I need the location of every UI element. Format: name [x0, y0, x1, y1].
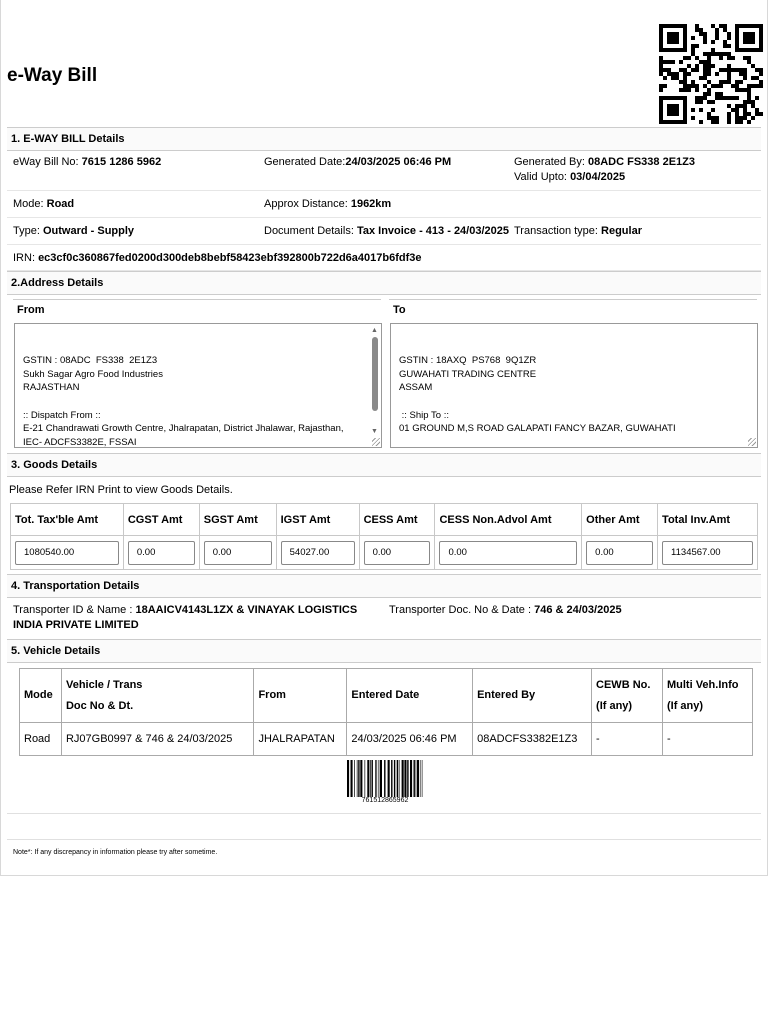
vehicle-header: Mode	[20, 669, 62, 723]
vehicle-header: From	[254, 669, 347, 723]
supply-type: Type: Outward - Supply	[13, 225, 135, 237]
goods-value-row	[11, 536, 758, 570]
scroll-thumb[interactable]	[372, 337, 378, 411]
resize-grip-icon[interactable]	[372, 438, 380, 446]
ewb-row-4	[7, 245, 761, 271]
scroll-down-icon[interactable]: ▼	[371, 428, 378, 436]
goods-cell	[359, 536, 435, 570]
resize-grip-icon[interactable]	[748, 438, 756, 446]
vehicle-table	[19, 668, 753, 756]
document-details: Document Details: Tax Invoice - 413 - 24/03/2025	[264, 225, 509, 237]
cgst-amt-input[interactable]: 0.00	[128, 541, 195, 565]
goods-cell	[658, 536, 758, 570]
qr-code-icon	[659, 24, 763, 124]
goods-header: Other Amt	[582, 504, 658, 536]
divider	[7, 839, 761, 840]
goods-cell	[199, 536, 276, 570]
divider	[7, 813, 761, 814]
vehicle-header: Vehicle / Trans Doc No & Dt.	[61, 669, 253, 723]
goods-cell	[123, 536, 199, 570]
goods-note: Please Refer IRN Print to view Goods Details.	[9, 484, 233, 496]
goods-header: CGST Amt	[123, 504, 199, 536]
other-amt-input[interactable]: 0.00	[586, 541, 653, 565]
vehicle-cell: -	[592, 723, 663, 756]
section-ewb-details: 1. E-WAY BILL Details	[7, 127, 761, 151]
goods-header: CESS Non.Advol Amt	[435, 504, 582, 536]
taxable-amt-input[interactable]: 1080540.00	[15, 541, 119, 565]
vehicle-header-row	[20, 669, 753, 723]
vehicle-header: Entered By	[473, 669, 592, 723]
vehicle-header: CEWB No. (If any)	[592, 669, 663, 723]
goods-header: Total Inv.Amt	[658, 504, 758, 536]
goods-cell	[276, 536, 359, 570]
generated-by: Generated By: 08ADC FS338 2E1Z3 Valid Upto: 03/04/2025	[514, 156, 695, 183]
to-address-text: GSTIN : 18AXQ PS768 9Q1ZR GUWAHATI TRADING CENTRE ASSAM :: Ship To :: 01 GROUND M,S ROAD GALAPATI FANCY BAZAR, GUWAHATI	[399, 355, 676, 435]
total-inv-amt-input[interactable]: 1134567.00	[662, 541, 753, 565]
from-address-textarea[interactable]	[14, 323, 382, 448]
ewb-number: eWay Bill No: 7615 1286 5962	[13, 156, 162, 168]
from-address-scrollbar[interactable]	[370, 325, 380, 435]
footer-note: Note*: If any discrepancy in information please try after sometime.	[13, 849, 218, 856]
section-vehicle-details: 5. Vehicle Details	[7, 639, 761, 663]
transporter-doc: Transporter Doc. No & Date : 746 & 24/03/2025	[389, 604, 622, 616]
vehicle-cell: Road	[20, 723, 62, 756]
to-heading: To	[389, 299, 757, 320]
goods-cell	[435, 536, 582, 570]
igst-amt-input[interactable]: 54027.00	[281, 541, 355, 565]
transaction-type: Transaction type: Regular	[514, 225, 642, 237]
section-transportation-details: 4. Transportation Details	[7, 574, 761, 598]
ewb-row-1	[7, 151, 761, 191]
vehicle-cell: -	[662, 723, 752, 756]
barcode-icon	[347, 760, 423, 797]
goods-cell	[11, 536, 124, 570]
section-goods-details: 3. Goods Details	[7, 453, 761, 477]
goods-table	[10, 503, 758, 570]
vehicle-header: Multi Veh.Info (If any)	[662, 669, 752, 723]
goods-header-row	[11, 504, 758, 536]
vehicle-cell: 08ADCFS3382E1Z3	[473, 723, 592, 756]
ewb-row-2	[7, 191, 761, 218]
vehicle-cell: JHALRAPATAN	[254, 723, 347, 756]
goods-header: Tot. Tax'ble Amt	[11, 504, 124, 536]
goods-header: SGST Amt	[199, 504, 276, 536]
from-heading: From	[13, 299, 381, 320]
generated-date: Generated Date:24/03/2025 06:46 PM	[264, 156, 452, 168]
goods-header: CESS Amt	[359, 504, 435, 536]
mode: Mode: Road	[13, 198, 75, 210]
vehicle-cell: RJ07GB0997 & 746 & 24/03/2025	[61, 723, 253, 756]
approx-distance: Approx Distance: 1962km	[264, 198, 392, 210]
goods-cell	[582, 536, 658, 570]
section-address-details: 2.Address Details	[7, 271, 761, 295]
vehicle-header: Entered Date	[347, 669, 473, 723]
cess-amt-input[interactable]: 0.00	[364, 541, 431, 565]
vehicle-row	[20, 723, 753, 756]
vehicle-cell: 24/03/2025 06:46 PM	[347, 723, 473, 756]
scroll-up-icon[interactable]: ▲	[371, 327, 378, 334]
page-title: e-Way Bill	[7, 65, 98, 86]
from-address-text: GSTIN : 08ADC FS338 2E1Z3 Sukh Sagar Agro Food Industries RAJASTHAN :: Dispatch From :: E-21 Chandrawati Growth Centre, Jhalrapatan, District Jhalawar, Rajasthan, IEC- ADCFS3382E, FSSAI	[23, 355, 344, 448]
irn: IRN: ec3cf0c360867fed0200d300deb8bebf58423ebf392800b722d6a4017b6fdf3e	[13, 252, 422, 264]
transporter-id-name: Transporter ID & Name : 18AAICV4143L1ZX & VINAYAK LOGISTICS INDIA PRIVATE LIMITED	[13, 604, 358, 631]
to-address-textarea[interactable]	[390, 323, 758, 448]
ewb-row-3	[7, 218, 761, 245]
barcode-number: 761512865962	[361, 797, 409, 804]
cess-nonadvol-input[interactable]: 0.00	[439, 541, 577, 565]
goods-header: IGST Amt	[276, 504, 359, 536]
sgst-amt-input[interactable]: 0.00	[204, 541, 272, 565]
